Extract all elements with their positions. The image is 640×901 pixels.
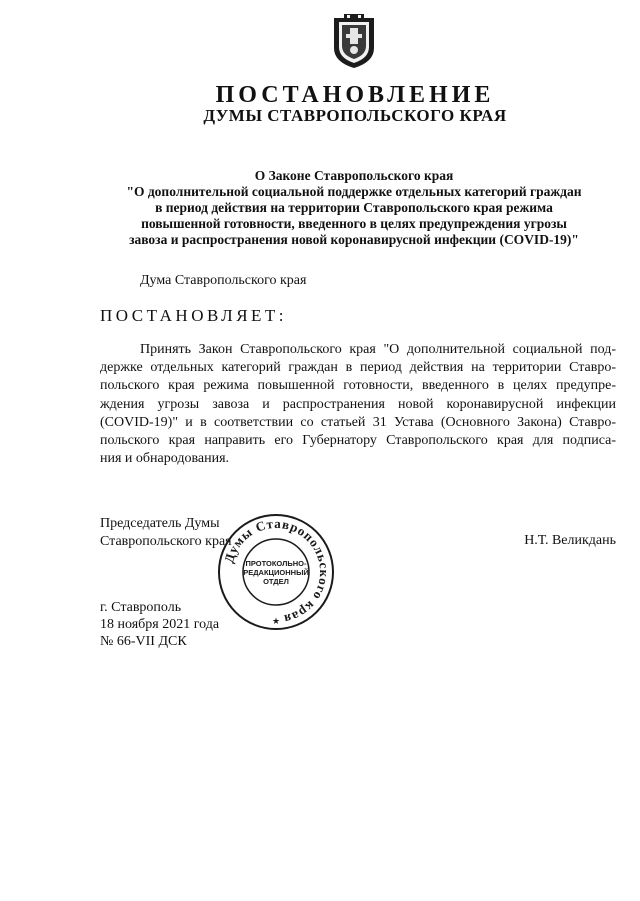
resolution-body: [100, 341, 616, 468]
signatory-position-line: Ставропольского края: [100, 534, 232, 549]
document-type: ПОСТАНОВЛЕНИЕ: [215, 82, 495, 108]
body-line: ния и обнародования.: [100, 451, 230, 467]
law-title-line: в период действия на территории Ставропольского края режима: [155, 200, 553, 215]
law-title: [80, 168, 628, 248]
resolves-heading: ПОСТАНОВЛЯЕТ:: [100, 306, 288, 325]
law-title-line: завоза и распространения новой коронавирусной инфекции (COVID-19)": [129, 232, 579, 247]
stamp-ring-text: Думы Ставропольского края: [221, 515, 333, 628]
coat-of-arms-icon: [330, 14, 378, 70]
signatory-position-line: Председатель Думы: [100, 516, 220, 531]
body-line: польского края режима повышенной готовности, введенного в целях предупре-: [100, 378, 616, 394]
stamp-center-line: ПРОТОКОЛЬНО-: [245, 559, 307, 568]
document-number: № 66-VII ДСК: [100, 634, 187, 649]
stamp-center-line: РЕДАКЦИОННЫЙ: [243, 568, 309, 577]
body-line: держке отдельных категорий граждан в период действия на территории Ставро-: [100, 360, 616, 376]
stamp-star-icon: ★: [271, 616, 281, 626]
signatory-name: Н.Т. Великдань: [524, 533, 616, 548]
body-line: Принять Закон Ставропольского края "О дополнительной социальной под-: [140, 342, 616, 357]
document-issuer: ДУМЫ СТАВРОПОЛЬСКОГО КРАЯ: [203, 106, 507, 125]
official-stamp: [216, 512, 336, 632]
law-title-line: О Законе Ставропольского края: [254, 168, 454, 183]
document-footer: [100, 599, 219, 650]
body-line: ждения угрозы завоза и распространения новой коронавирусной инфекции: [100, 396, 616, 412]
duma-name: Дума Ставропольского края: [140, 273, 307, 288]
body-line: польского края направить его Губернатору Ставропольского края для подписа-: [100, 433, 616, 449]
stamp-center-line: ОТДЕЛ: [263, 577, 289, 586]
law-title-line: повышенной готовности, введенного в целях предупреждения угрозы: [141, 216, 567, 231]
document-date: 18 ноября 2021 года: [100, 617, 220, 632]
body-line: (COVID-19)" и в соответствии со статьей 31 Устава (Основного Закона) Ставро-: [100, 414, 616, 430]
document-place: г. Ставрополь: [100, 600, 182, 615]
law-title-line: "О дополнительной социальной поддержке отдельных категорий граждан: [126, 184, 582, 199]
signatory-position: [100, 515, 232, 551]
